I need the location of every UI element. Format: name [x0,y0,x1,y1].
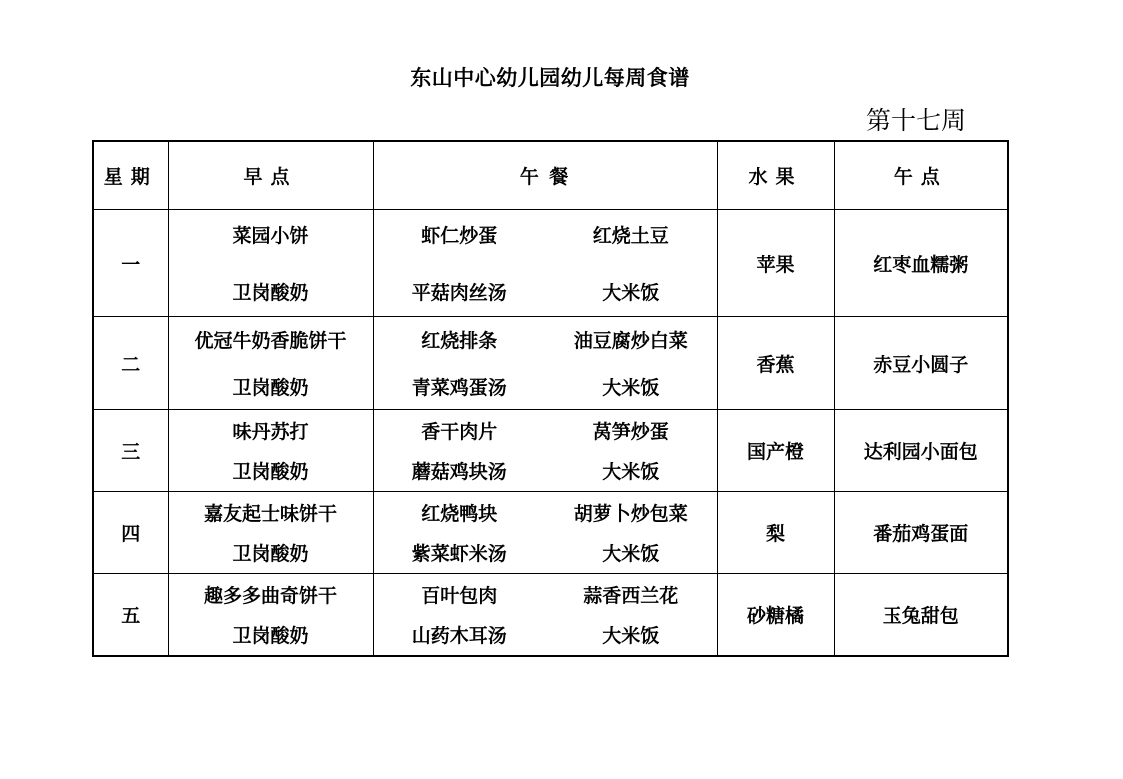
lunch-soup: 蘑菇鸡块汤 [411,461,507,483]
lunch-cell [373,410,717,492]
day-cell: 二 [93,317,168,410]
fruit-cell: 香蕉 [717,317,834,410]
breakfast-item: 优冠牛奶香脆饼干 [194,330,347,352]
breakfast-cell [168,492,373,574]
lunch-soup: 平菇肉丝汤 [411,282,507,304]
breakfast-cell [168,410,373,492]
breakfast-cell [168,317,373,410]
lunch-cell [373,210,717,317]
lunch-dish: 红烧排条 [421,330,498,352]
breakfast-drink: 卫岗酸奶 [232,543,309,565]
lunch-soup: 青菜鸡蛋汤 [411,377,507,399]
table-row [93,410,1008,492]
header-lunch [373,141,717,210]
breakfast-item: 菜园小饼 [232,225,309,247]
breakfast-item: 趣多多曲奇饼干 [203,585,337,607]
breakfast-cell [168,210,373,317]
lunch-staple: 大米饭 [602,461,660,483]
snack-cell: 红枣血糯粥 [834,210,1008,317]
snack-cell: 赤豆小圆子 [834,317,1008,410]
breakfast-drink: 卫岗酸奶 [232,461,309,483]
lunch-staple: 大米饭 [602,625,660,647]
lunch-dish: 油豆腐炒白菜 [573,330,688,352]
fruit-cell: 砂糖橘 [717,574,834,657]
day-cell: 三 [93,410,168,492]
lunch-dish: 虾仁炒蛋 [421,225,498,247]
weekly-menu-table [92,140,1009,657]
table-row [93,210,1008,317]
snack-cell: 番茄鸡蛋面 [834,492,1008,574]
table-row [93,317,1008,410]
lunch-cell [373,317,717,410]
lunch-staple: 大米饭 [602,377,660,399]
lunch-dish: 莴笋炒蛋 [592,421,669,443]
header-lunch-label: 午 餐 [519,166,571,188]
lunch-dish: 蒜香西兰花 [583,585,679,607]
header-breakfast: 早点 [168,141,373,210]
breakfast-drink: 卫岗酸奶 [232,282,309,304]
lunch-dish: 香干肉片 [421,421,498,443]
table-row [93,492,1008,574]
lunch-dish: 百叶包肉 [421,585,498,607]
breakfast-cell [168,574,373,657]
day-cell: 一 [93,210,168,317]
header-snack: 午点 [834,141,1008,210]
day-cell: 四 [93,492,168,574]
lunch-dish: 红烧鸭块 [421,503,498,525]
page-title: 东山中心幼儿园幼儿每周食谱 [410,66,690,90]
lunch-staple: 大米饭 [602,543,660,565]
header-row [93,141,1008,210]
header-fruit: 水果 [717,141,834,210]
lunch-dish: 红烧土豆 [592,225,669,247]
lunch-cell [373,574,717,657]
fruit-cell: 国产橙 [717,410,834,492]
lunch-soup: 紫菜虾米汤 [411,543,507,565]
header-day: 星期 [93,141,168,210]
breakfast-drink: 卫岗酸奶 [232,625,309,647]
day-cell: 五 [93,574,168,657]
lunch-cell [373,492,717,574]
lunch-staple: 大米饭 [602,282,660,304]
breakfast-item: 嘉友起士味饼干 [203,503,337,525]
lunch-dish: 胡萝卜炒包菜 [573,503,688,525]
week-label: 第十七周 [866,106,967,135]
breakfast-item: 味丹苏打 [232,421,309,443]
table-row [93,574,1008,657]
snack-cell: 玉兔甜包 [834,574,1008,657]
lunch-soup: 山药木耳汤 [411,625,507,647]
fruit-cell: 梨 [717,492,834,574]
snack-cell: 达利园小面包 [834,410,1008,492]
fruit-cell: 苹果 [717,210,834,317]
breakfast-drink: 卫岗酸奶 [232,377,309,399]
